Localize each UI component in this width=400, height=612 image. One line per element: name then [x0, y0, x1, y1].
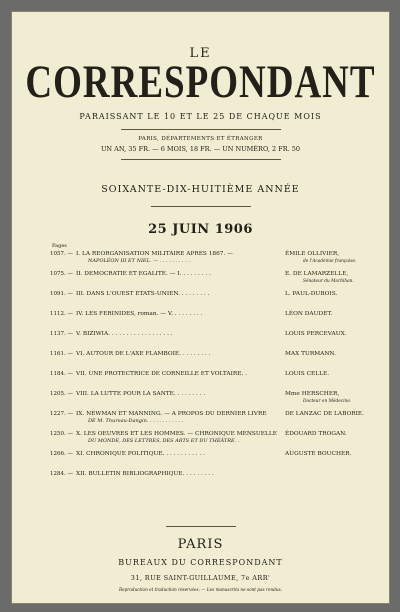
masthead-title: CORRESPONDANT [25, 56, 376, 109]
divider [121, 129, 281, 130]
toc-author-name: MAX TURMANN. [285, 351, 336, 357]
pages-label: Pages [52, 243, 67, 249]
toc-title-continuation: DU MONDE, DES LETTRES, DES ARTS ET DU THÉÂTRE. . [88, 438, 240, 444]
toc-author [285, 371, 375, 378]
toc-author-name: LOUIS PERCEVAUX. [285, 331, 347, 337]
toc-article-title [76, 291, 281, 298]
toc-page-number: 1057. — [50, 251, 73, 257]
toc-title-text: VII. UNE PROTECTRICE DE CORNEILLE ET VOLTAIRE. . [76, 371, 248, 377]
toc-article-title [76, 271, 281, 278]
toc-title-text: IX. NEWMAN ET MANNING. — A PROPOS DU DERNIER LIVRE [76, 411, 267, 417]
toc-author [285, 351, 375, 358]
table-of-contents [50, 251, 370, 491]
toc-author-name: DE LANZAC DE LABORIE. [285, 411, 364, 417]
issue-date: 25 JUIN 1906 [148, 222, 253, 237]
toc-author-title: Docteur en Médecine. [303, 399, 352, 404]
toc-author [285, 431, 375, 438]
toc-author [285, 451, 375, 458]
subscription-regions: PARIS, DÉPARTEMENTS ET ÉTRANGER [138, 136, 263, 142]
reproduction-notice: Reproduction et traduction réservées. — Les manuscrits ne sont pas rendus. [118, 587, 283, 592]
toc-author [285, 291, 375, 298]
toc-title-continuation: DE M. Thureau-Dangin. . . . . . . . . . . . [88, 418, 184, 424]
toc-page-number: 1137. — [50, 331, 73, 337]
toc-title-text: IV. LES FÉRINIDÈS, roman. — V. . . . . . . . . [76, 311, 203, 317]
toc-page-number: 1091. — [50, 291, 73, 297]
toc-article-title [76, 411, 281, 425]
toc-title-text: II. DÉMOCRATIE ET ÉGALITÉ. — I. . . . . . . . . [76, 271, 211, 277]
toc-author-name: ÉDOUARD TROGAN. [285, 431, 347, 437]
toc-author-title: Sénateur du Morbihan. [303, 279, 354, 284]
toc-article-title [76, 251, 281, 265]
toc-entry [50, 451, 370, 471]
toc-author [285, 311, 375, 318]
subscription-prices: UN AN, 35 FR. — 6 MOIS, 18 FR. — UN NUMÉRO, 2 FR. 50 [100, 145, 301, 153]
toc-title-text: V. BIZIWIA. . . . . . . . . . . . . . . . . . [76, 331, 173, 337]
publisher-office: BUREAUX DU CORRESPONDANT [118, 558, 283, 567]
toc-page-number: 1184. — [50, 371, 73, 377]
toc-author-name: E. DE LAMARZELLE, [285, 271, 349, 277]
toc-author [285, 251, 375, 265]
toc-entry [50, 271, 370, 291]
toc-author [285, 411, 375, 418]
toc-entry [50, 351, 370, 371]
toc-author-name: L. PAUL-DUBOIS. [285, 291, 338, 297]
toc-entry [50, 371, 370, 391]
volume-year: SOIXANTE-DIX-HUITIÈME ANNÉE [101, 184, 300, 195]
toc-entry [50, 471, 370, 491]
toc-author-name: ÉMILE OLLIVIER, [285, 251, 340, 257]
toc-title-text: X. LES OEUVRES ET LES HOMMES. — CHRONIQUE MENSUELLE [76, 431, 277, 437]
toc-entry [50, 291, 370, 311]
toc-author [285, 271, 375, 285]
toc-entry [50, 331, 370, 351]
divider [121, 159, 281, 160]
toc-article-title [76, 391, 281, 398]
toc-author [285, 391, 375, 405]
toc-author-name: AUGUSTE BOUCHER. [285, 451, 352, 457]
toc-author [285, 331, 375, 338]
toc-entry [50, 391, 370, 411]
toc-title-text: I. LA RÉORGANISATION MILITAIRE APRÈS 1867. — [76, 251, 233, 257]
toc-article-title [76, 311, 281, 318]
toc-author-title: de l'Académie française. [303, 259, 357, 264]
toc-page-number: 1284. — [50, 471, 73, 477]
toc-entry [50, 411, 370, 431]
toc-page-number: 1075. — [50, 271, 73, 277]
toc-article-title [76, 431, 281, 445]
toc-page-number: 1161. — [50, 351, 73, 357]
toc-author-name: LÉON DAUDET. [285, 311, 333, 317]
toc-title-text: XII. BULLETIN BIBLIOGRAPHIQUE. . . . . . . . . [76, 471, 214, 477]
toc-article-title [76, 471, 281, 478]
divider [151, 206, 251, 207]
toc-entry [50, 311, 370, 331]
toc-author-name: Mme HERSCHER, [285, 391, 340, 397]
toc-page-number: 1266. — [50, 451, 73, 457]
toc-entry [50, 251, 370, 271]
toc-title-text: VIII. LA LUTTE POUR LA SANTÉ. . . . . . . . . [76, 391, 206, 397]
toc-title-text: XI. CHRONIQUE POLITIQUE. . . . . . . . . . . . [76, 451, 205, 457]
toc-author-name: LOUIS CELLE. [285, 371, 330, 377]
toc-page-number: 1112. — [50, 311, 73, 317]
divider [166, 526, 236, 527]
publisher-city: PARIS [177, 537, 224, 552]
masthead-article: LE [189, 46, 212, 61]
toc-page-number: 1227. — [50, 411, 73, 417]
toc-entry [50, 431, 370, 451]
magazine-cover [11, 11, 390, 604]
toc-title-text: VI. AUTOUR DE L'AXE FLAMBOIE. . . . . . . . . [76, 351, 211, 357]
publisher-address: 31, RUE SAINT-GUILLAUME, 7e ARR' [130, 574, 271, 582]
toc-title-continuation: NAPOLÉON III ET NIEL. — . . . . . . . . . . [88, 258, 190, 264]
toc-article-title [76, 331, 281, 338]
toc-article-title [76, 451, 281, 458]
toc-article-title [76, 371, 281, 378]
masthead-tagline: PARAISSANT LE 10 ET LE 25 DE CHAQUE MOIS [79, 112, 322, 121]
toc-page-number: 1250. — [50, 431, 73, 437]
toc-title-text: III. DANS L'OUEST ÉTATS-UNIEN. . . . . . . . . [76, 291, 210, 297]
toc-article-title [76, 351, 281, 358]
toc-page-number: 1205. — [50, 391, 73, 397]
